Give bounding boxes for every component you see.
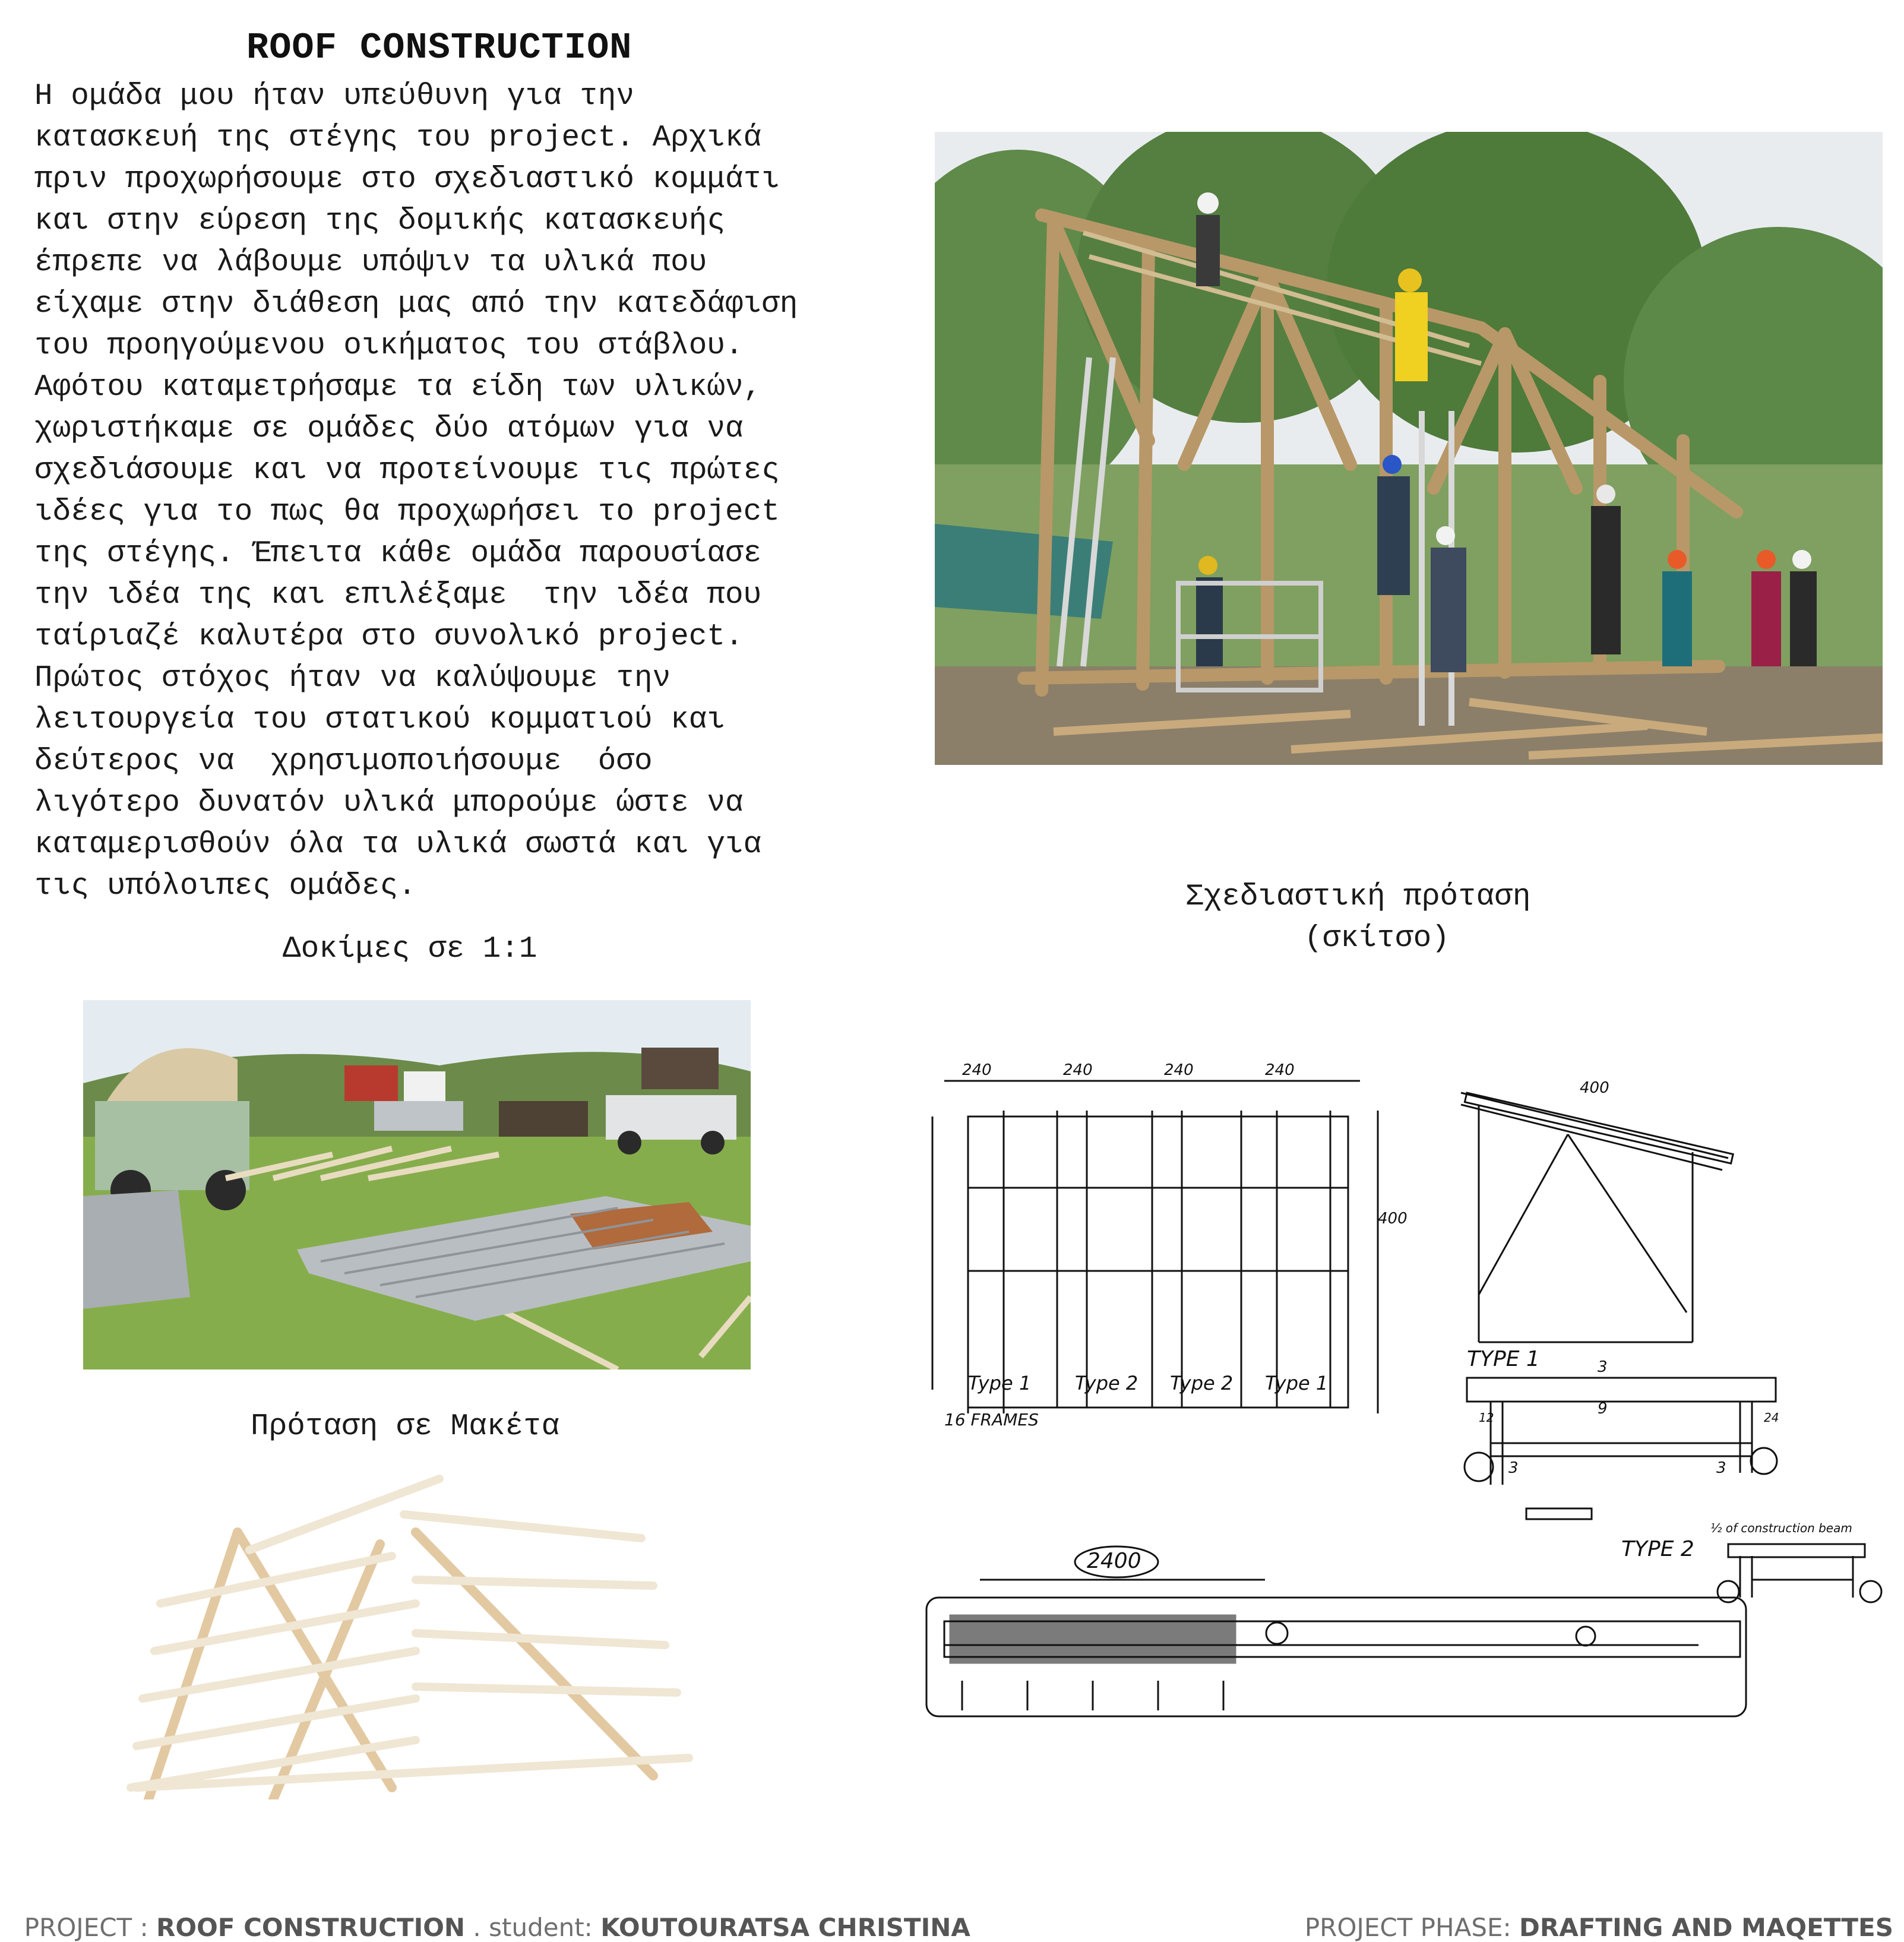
tests-caption: Δοκίμες σε 1:1 xyxy=(283,932,537,966)
paragraph-line: κατασκευή της στέγης του project. Αρχικά xyxy=(34,121,762,155)
paragraph-line: την ιδέα της και επιλέξαμε την ιδέα που xyxy=(34,578,762,612)
sketch-label: 24 xyxy=(1764,1410,1779,1425)
paragraph-line: σχεδιάσουμε και να προτείνουμε τις πρώτες xyxy=(34,454,780,488)
sketch-caption-line1: Σχεδιαστική πρόταση xyxy=(1185,880,1531,914)
sketch-dim: 400 xyxy=(1580,1079,1609,1097)
sketch-label: 9 xyxy=(1598,1400,1608,1418)
paragraph-line: χωριστήκαμε σε ομάδες δύο ατόμων για να xyxy=(34,412,744,446)
paragraph-line: λειτουργεία του στατικού κομματιού και xyxy=(34,703,725,737)
sketch-dim: 400 xyxy=(1378,1210,1408,1228)
paragraph-line: έπρεπε να λάβουμε υπόψιν τα υλικά που xyxy=(34,246,707,280)
sketch-label: Type 1 xyxy=(1265,1372,1329,1394)
footer-phase-name: DRAFTING AND MAQETTES xyxy=(1519,1913,1893,1942)
paragraph-line: δεύτερος να χρησιμοποιήσουμε όσο xyxy=(34,745,653,779)
sketch-dim: 2400 xyxy=(1087,1549,1141,1573)
footer-right xyxy=(1289,1884,1893,1942)
paragraph-line: και στην εύρεση της δομικής κατασκευής xyxy=(34,204,725,238)
sketch-dim: 240 xyxy=(1164,1061,1194,1079)
field-test-photo xyxy=(83,1000,751,1369)
footer-project-prefix: PROJECT : xyxy=(24,1913,157,1942)
footer-left xyxy=(8,1884,970,1942)
sketch-caption-line2: (σκίτσο) xyxy=(1304,922,1450,956)
paragraph-line: λιγότερο δυνατόν υλικά μπορούμε ώστε να xyxy=(34,786,744,820)
footer-student-prefix: . student: xyxy=(465,1913,601,1942)
sketch-label: Type 2 xyxy=(1075,1372,1138,1394)
footer-project-name: ROOF CONSTRUCTION xyxy=(156,1913,466,1942)
sketch-label: 16 FRAMES xyxy=(944,1410,1039,1429)
sketch-label: 3 xyxy=(1598,1358,1608,1376)
model-caption: Πρόταση σε Μακέτα xyxy=(251,1410,560,1444)
page-title: ROOF CONSTRUCTION xyxy=(246,27,632,69)
sketch-label: 12 xyxy=(1479,1410,1494,1425)
sketch-dim: 240 xyxy=(1063,1061,1093,1079)
sketch-label: Type 2 xyxy=(1170,1372,1234,1394)
sketch-dim: 240 xyxy=(1265,1061,1295,1079)
paragraph-line: Η ομάδα μου ήταν υπεύθυνη για την xyxy=(34,80,634,113)
sketch-dim: 240 xyxy=(962,1061,992,1079)
paragraph-line: Πρώτος στόχος ήταν να καλύψουμε την xyxy=(34,662,671,695)
paragraph-line: πριν προχωρήσουμε στο σχεδιαστικό κομμάτι xyxy=(34,163,780,197)
construction-site-photo xyxy=(935,132,1883,765)
paragraph-line: ταίριαζέ καλυτέρα στο συνολικό project. xyxy=(34,620,744,654)
sketch-label: TYPE 2 xyxy=(1621,1537,1694,1561)
description-paragraph xyxy=(34,76,907,907)
footer-student-name: KOUTOURATSA CHRISTINA xyxy=(600,1913,970,1942)
sketch-label: Type 1 xyxy=(968,1372,1032,1394)
paragraph-line: του προηγούμενου οικήματος του στάβλου. xyxy=(34,329,744,363)
paragraph-line: Αφότου καταμετρήσαμε τα είδη των υλικών, xyxy=(34,371,762,404)
sketch-label: ½ of construction beam xyxy=(1710,1521,1852,1535)
sketch-label: 3 xyxy=(1716,1459,1726,1477)
paragraph-line: καταμερισθούν όλα τα υλικά σωστά και για xyxy=(34,828,762,862)
paragraph-line: της στέγης. Έπειτα κάθε ομάδα παρουσίασε xyxy=(34,537,762,571)
hand-sketch xyxy=(909,1057,1883,1746)
sketch-label: TYPE 1 xyxy=(1467,1347,1540,1371)
paragraph-line: ιδέες για το πως θα προχωρήσει το project xyxy=(34,495,780,529)
sketch-label: 3 xyxy=(1508,1459,1519,1477)
paragraph-line: τις υπόλοιπες ομάδες. xyxy=(34,869,416,903)
footer-phase-prefix: PROJECT PHASE: xyxy=(1304,1913,1520,1942)
model-photo xyxy=(83,1467,701,1799)
paragraph-line: είχαμε στην διάθεση μας από την κατεδάφιση xyxy=(34,287,798,321)
